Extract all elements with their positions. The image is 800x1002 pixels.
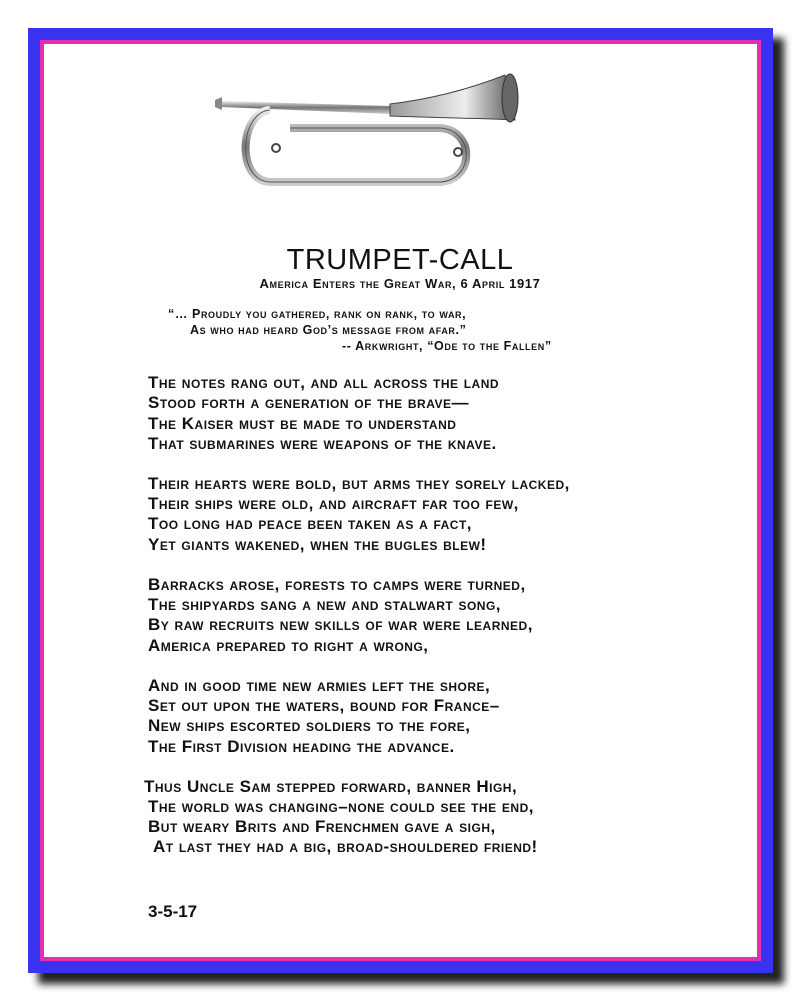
stanza [148, 575, 570, 656]
poem-line: America prepared to right a wrong, [148, 635, 429, 655]
poem-line: Yet giants wakened, when the bugles blew! [148, 534, 487, 554]
epigraph-attribution: -- Arkwright, “Ode to the Fallen” [342, 339, 552, 353]
poem-body [144, 373, 570, 877]
stanza [148, 474, 570, 555]
poem-line: Stood forth a generation of the brave— [148, 393, 470, 413]
poem-title: TRUMPET-CALL [286, 244, 514, 276]
poem-line: The First Division heading the advance. [148, 736, 455, 756]
poem-line: At last they had a big, broad-shouldered friend! [153, 837, 538, 857]
poem-line: The notes rang out, and all across the land [148, 373, 500, 392]
poem-line: Set out upon the waters, bound for France– [148, 695, 500, 715]
poem-line: But weary Brits and Frenchmen gave a sigh, [148, 817, 496, 837]
poem-date: 3-5-17 [148, 902, 198, 921]
poem-line: Barracks arose, forests to camps were turned, [148, 574, 526, 594]
poem-line: Thus Uncle Sam stepped forward, banner High, [144, 776, 518, 796]
poem-line: New ships escorted soldiers to the fore, [148, 716, 471, 736]
bugle-icon [210, 70, 530, 200]
poem-line: The world was changing–none could see the end, [148, 796, 534, 816]
epigraph-line: As who had heard God’s message from afar.” [190, 323, 467, 337]
stanza [148, 676, 570, 757]
poem-line: By raw recruits new skills of war were learned, [148, 615, 533, 635]
poem-line: Their hearts were bold, but arms they sorely lacked, [148, 473, 570, 493]
stanza [148, 373, 570, 454]
poem-line: Too long had peace been taken as a fact, [148, 514, 473, 534]
poem-line: The Kaiser must be made to understand [148, 413, 457, 433]
stanza [144, 776, 570, 858]
poem-subtitle: America Enters the Great War, 6 April 1917 [259, 276, 541, 291]
poem-line: The shipyards sang a new and stalwart song, [148, 595, 502, 615]
poem-line: And in good time new armies left the shore, [148, 675, 491, 695]
poem-line: That submarines were weapons of the knave. [148, 433, 497, 453]
poem-line: Their ships were old, and aircraft far too few, [148, 494, 519, 514]
epigraph-line: “… Proudly you gathered, rank on rank, to war, [168, 307, 467, 321]
